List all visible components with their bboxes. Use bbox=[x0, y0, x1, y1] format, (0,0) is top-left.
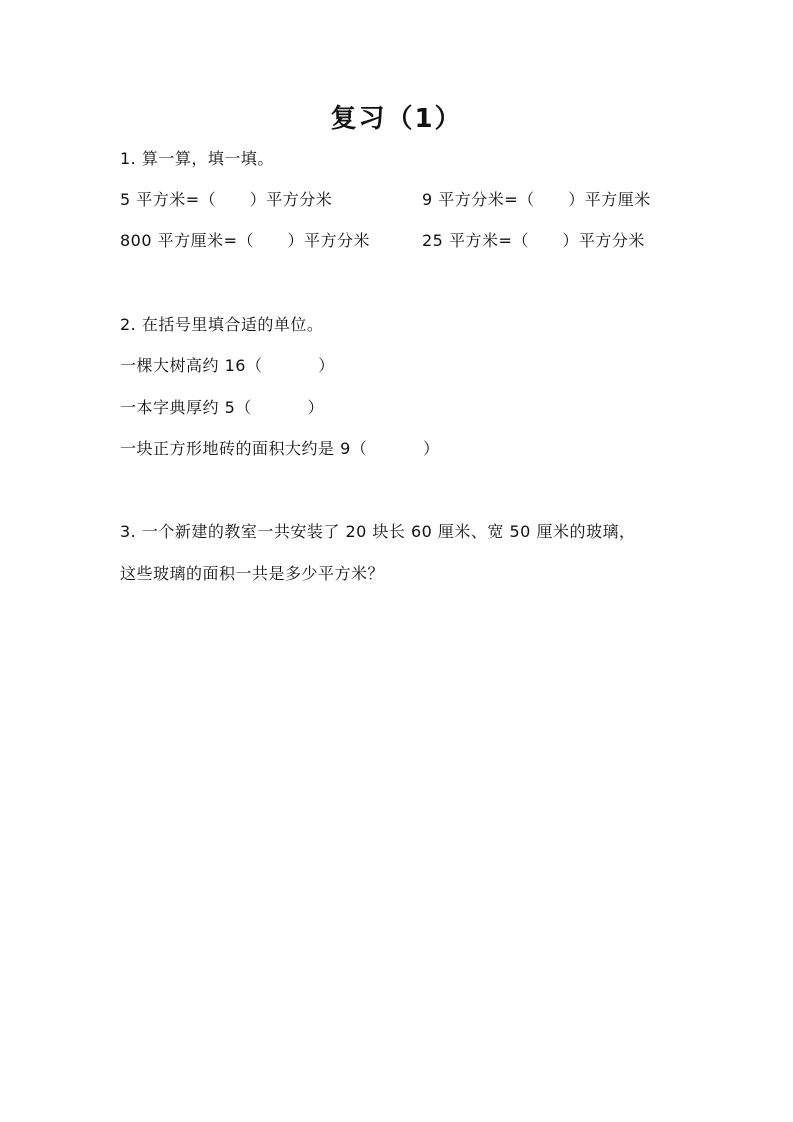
question-2-heading: 2. 在括号里填合适的单位。 bbox=[120, 315, 324, 334]
question-1-item-3: 800 平方厘米=（ ）平方分米 bbox=[120, 231, 371, 250]
question-1-heading: 1. 算一算，填一填。 bbox=[120, 149, 274, 168]
page-title: 复习（1） bbox=[330, 104, 463, 134]
question-2-item-2: 一本字典厚约 5（ ） bbox=[120, 398, 325, 417]
question-1-item-4: 25 平方米=（ ）平方分米 bbox=[422, 231, 645, 250]
question-1-item-1: 5 平方米=（ ）平方分米 bbox=[120, 190, 333, 209]
question-3-line-2: 这些玻璃的面积一共是多少平方米？ bbox=[120, 564, 385, 583]
question-2-item-3: 一块正方形地砖的面积大约是 9（ ） bbox=[120, 439, 440, 458]
question-2-item-1: 一棵大树高约 16（ ） bbox=[120, 356, 335, 375]
question-1-item-2: 9 平方分米=（ ）平方厘米 bbox=[422, 190, 651, 209]
question-3-line-1: 3. 一个新建的教室一共安装了 20 块长 60 厘米、宽 50 厘米的玻璃， bbox=[120, 522, 636, 541]
